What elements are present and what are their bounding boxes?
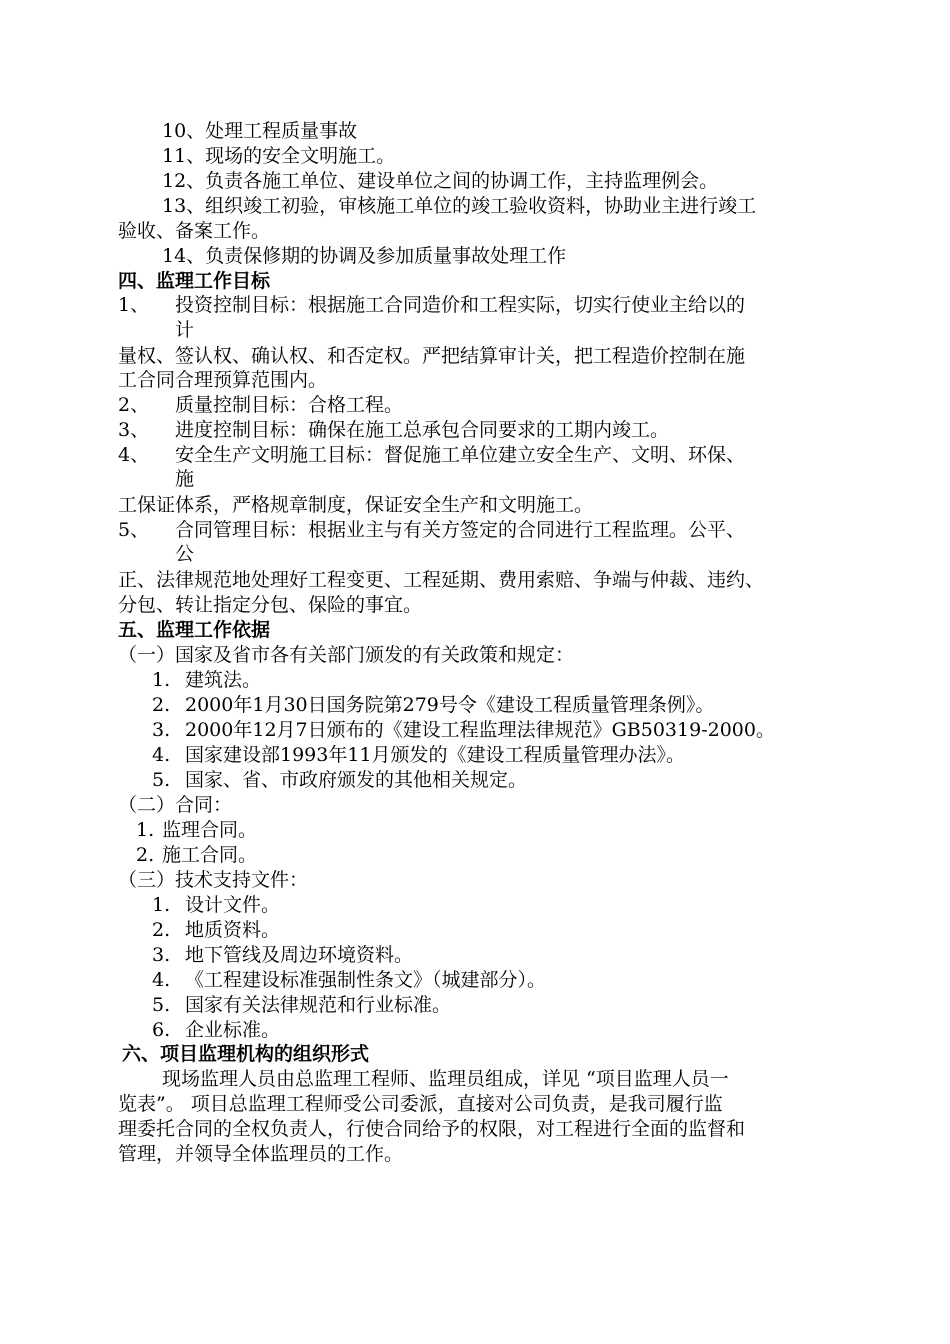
list-text: 国家有关法律规范和行业标准。 bbox=[185, 994, 452, 1016]
tech-doc-item-6 bbox=[152, 1018, 902, 1042]
goal-5-cont1: 正、法律规范地处理好工程变更、工程延期、费用索赔、争端与仲裁、违约、 bbox=[118, 569, 765, 591]
subsection-3-title: （三）技术支持文件： bbox=[118, 869, 309, 891]
list-number: 5. bbox=[152, 769, 171, 791]
item-13-line1: 13、组织竣工初验，审核施工单位的竣工验收资料，协助业主进行竣工 bbox=[162, 195, 757, 217]
basis-item-5 bbox=[152, 768, 902, 792]
goal-1-cont2: 工合同合理预算范围内。 bbox=[118, 369, 328, 391]
subsection-1-title: （一）国家及省市各有关部门颁发的有关政策和规定： bbox=[118, 644, 575, 666]
list-text: 监理合同。 bbox=[162, 819, 258, 841]
list-text: 2000年12月7日颁布的《建设工程监理法律规范》GB50319-2000。 bbox=[185, 719, 775, 741]
goal-4-number: 4、 bbox=[118, 444, 150, 466]
list-number: 3. bbox=[152, 719, 171, 741]
goal-3 bbox=[118, 418, 868, 442]
tech-doc-item-4 bbox=[152, 968, 902, 992]
org-paragraph-line1: 现场监理人员由总监理工程师、监理员组成，详见 “项目监理人员一 bbox=[162, 1068, 729, 1090]
goal-1-wrap: 计 bbox=[175, 319, 195, 341]
list-number: 2. bbox=[136, 844, 155, 866]
list-text: 国家、省、市政府颁发的其他相关规定。 bbox=[185, 769, 528, 791]
list-number: 6. bbox=[152, 1019, 171, 1041]
list-number: 1. bbox=[152, 894, 171, 916]
goal-2 bbox=[118, 393, 868, 417]
basis-item-3 bbox=[152, 718, 902, 742]
goal-2-number: 2、 bbox=[118, 394, 150, 416]
goal-4-text: 安全生产文明施工目标：督促施工单位建立安全生产、文明、环保、 bbox=[175, 444, 746, 466]
list-number: 5. bbox=[152, 994, 171, 1016]
item-13-line2: 验收、备案工作。 bbox=[118, 220, 271, 242]
contract-item-2 bbox=[136, 843, 886, 867]
list-text: 国家建设部1993年11月颁发的《建设工程质量管理办法》。 bbox=[185, 744, 686, 766]
item-11: 11、现场的安全文明施工。 bbox=[162, 145, 396, 167]
org-paragraph-line4: 管理，并领导全体监理员的工作。 bbox=[118, 1143, 404, 1165]
goal-1-text: 投资控制目标：根据施工合同造价和工程实际，切实行使业主给以的 bbox=[175, 294, 746, 316]
goal-3-text: 进度控制目标：确保在施工总承包合同要求的工期内竣工。 bbox=[175, 419, 670, 441]
goal-5-wrap: 公 bbox=[175, 543, 195, 565]
subsection-2-title: （二）合同： bbox=[118, 794, 233, 816]
list-text: 地质资料。 bbox=[185, 919, 281, 941]
tech-doc-item-5 bbox=[152, 993, 902, 1017]
list-number: 4. bbox=[152, 744, 171, 766]
goal-5-cont2: 分包、转让指定分包、保险的事宜。 bbox=[118, 594, 423, 616]
item-10: 10、处理工程质量事故 bbox=[162, 120, 358, 142]
goal-2-text: 质量控制目标：合格工程。 bbox=[175, 394, 404, 416]
tech-doc-item-3 bbox=[152, 943, 902, 967]
heading-section-6: 六、项目监理机构的组织形式 bbox=[122, 1043, 370, 1065]
list-text: 企业标准。 bbox=[185, 1019, 281, 1041]
list-text: 2000年1月30日国务院第279号令《建设工程质量管理条例》。 bbox=[185, 694, 715, 716]
basis-item-4 bbox=[152, 743, 902, 767]
basis-item-2 bbox=[152, 693, 902, 717]
list-number: 2. bbox=[152, 919, 171, 941]
goal-5-number: 5、 bbox=[118, 519, 150, 541]
heading-section-4: 四、监理工作目标 bbox=[118, 270, 271, 292]
list-number: 1. bbox=[152, 669, 171, 691]
basis-item-1 bbox=[152, 668, 902, 692]
goal-4-wrap: 施 bbox=[175, 468, 195, 490]
list-number: 3. bbox=[152, 944, 171, 966]
list-number: 4. bbox=[152, 969, 171, 991]
contract-item-1 bbox=[136, 818, 886, 842]
list-number: 2. bbox=[152, 694, 171, 716]
list-text: 设计文件。 bbox=[185, 894, 281, 916]
goal-1 bbox=[118, 293, 868, 317]
goal-1-number: 1、 bbox=[118, 294, 150, 316]
goal-5-text: 合同管理目标：根据业主与有关方签定的合同进行工程监理。公平、 bbox=[175, 519, 746, 541]
item-14: 14、负责保修期的协调及参加质量事故处理工作 bbox=[162, 245, 567, 267]
org-paragraph-line2: 览表”。 项目总监理工程师受公司委派，直接对公司负责，是我司履行监 bbox=[118, 1093, 723, 1115]
heading-section-5: 五、监理工作依据 bbox=[118, 619, 271, 641]
item-12: 12、负责各施工单位、建设单位之间的协调工作，主持监理例会。 bbox=[162, 170, 719, 192]
goal-1-cont1: 量权、签认权、确认权、和否定权。严把结算审计关，把工程造价控制在施 bbox=[118, 345, 746, 367]
list-text: 施工合同。 bbox=[162, 844, 258, 866]
goal-5 bbox=[118, 518, 868, 542]
goal-4 bbox=[118, 443, 868, 467]
list-text: 《工程建设标准强制性条文》（城建部分）。 bbox=[185, 969, 547, 991]
tech-doc-item-1 bbox=[152, 893, 902, 917]
goal-4-cont: 工保证体系，严格规章制度，保证安全生产和文明施工。 bbox=[118, 494, 594, 516]
list-number: 1. bbox=[136, 819, 155, 841]
list-text: 建筑法。 bbox=[185, 669, 262, 691]
org-paragraph-line3: 理委托合同的全权负责人，行使合同给予的权限，对工程进行全面的监督和 bbox=[118, 1118, 746, 1140]
list-text: 地下管线及周边环境资料。 bbox=[185, 944, 414, 966]
tech-doc-item-2 bbox=[152, 918, 902, 942]
goal-3-number: 3、 bbox=[118, 419, 150, 441]
